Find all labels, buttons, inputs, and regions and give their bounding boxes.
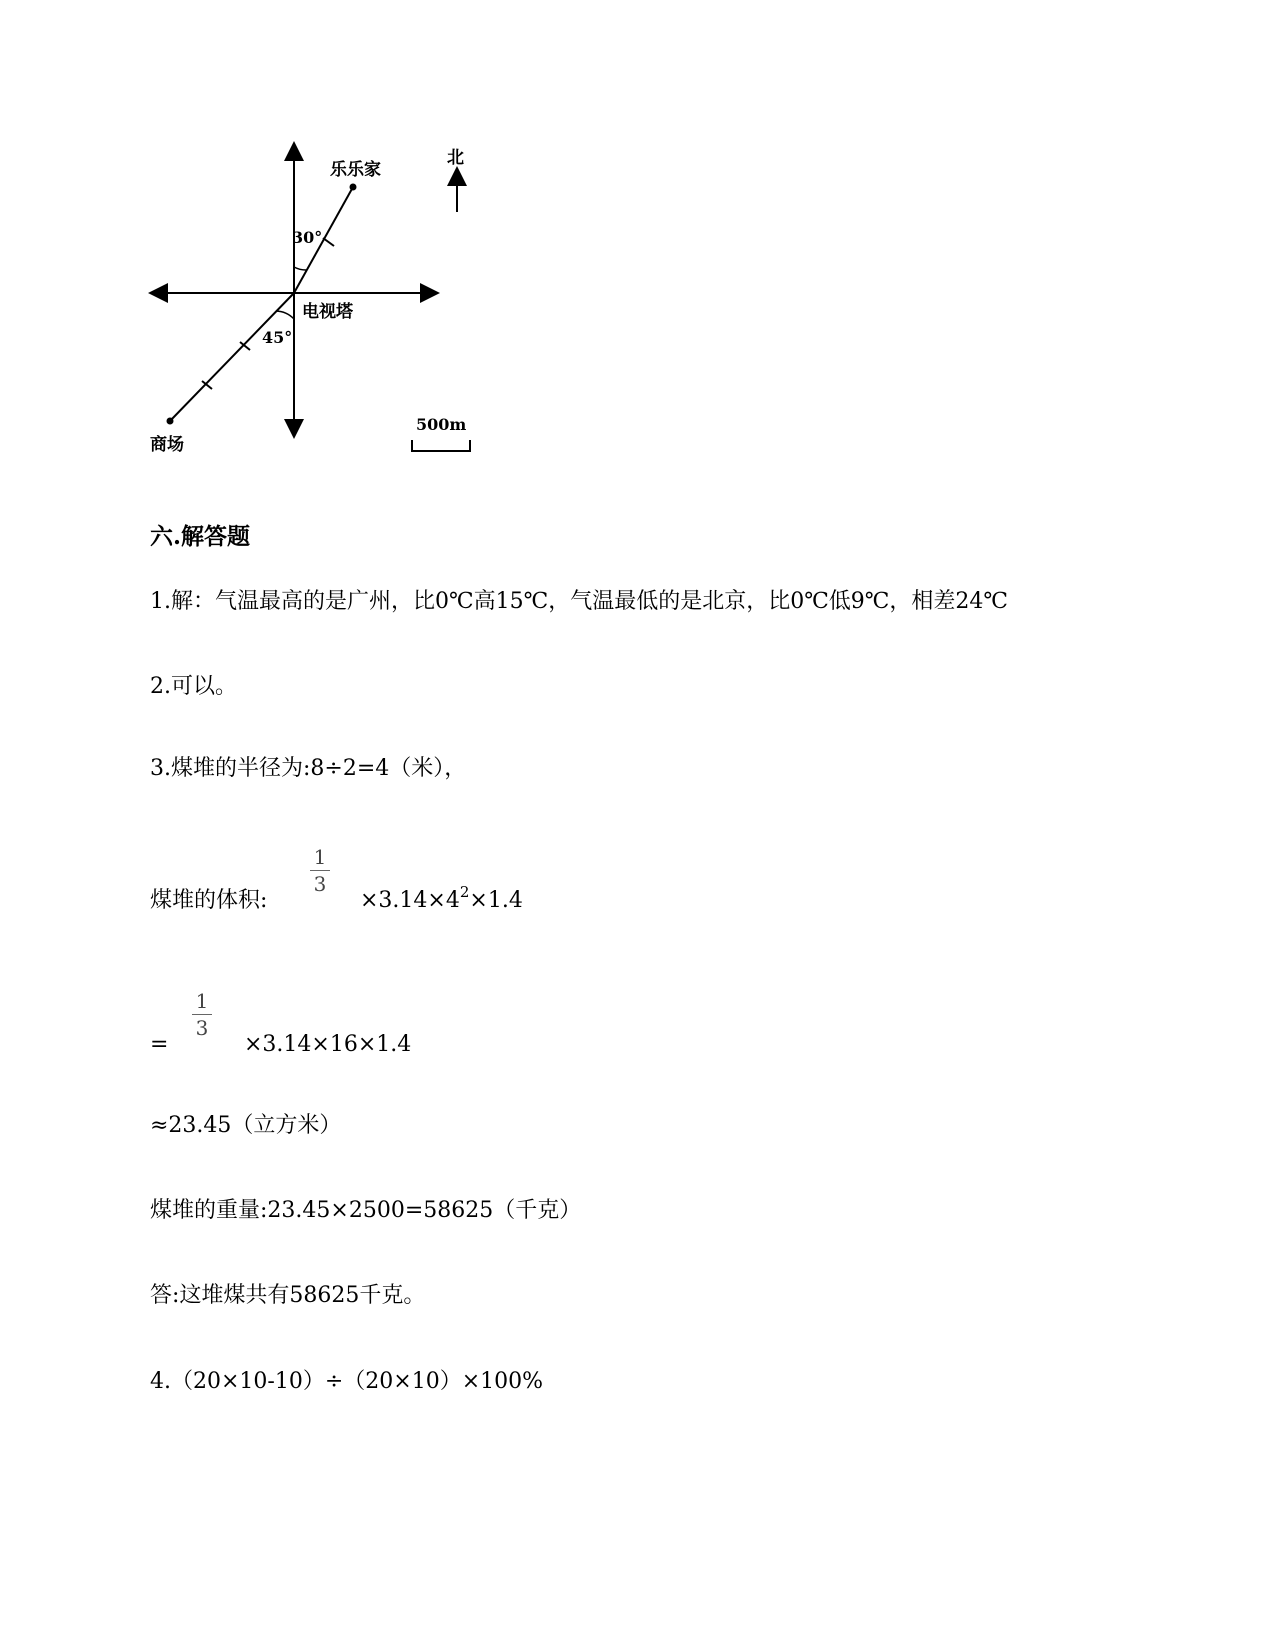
label-tv-tower: 电视塔 <box>302 302 353 322</box>
home-tick <box>323 238 334 246</box>
fraction-numerator-2: 1 <box>195 989 209 1013</box>
volume-exponent: 2 <box>459 883 470 901</box>
answer-1: 1.解：气温最高的是广州，比0℃高15℃，气温最低的是北京，比0℃低9℃，相差24℃ <box>150 589 1009 614</box>
volume-expr-a: ×3.14×4 <box>360 888 460 913</box>
label-scale: 500m <box>416 415 467 434</box>
direction-diagram-svg <box>140 130 500 490</box>
direction-diagram <box>140 130 500 490</box>
angle-arc-bottom <box>276 311 294 319</box>
fraction-bar <box>310 870 330 871</box>
fraction-denominator: 3 <box>313 872 327 896</box>
answer-3-volume-label: 煤堆的体积: <box>150 888 268 913</box>
fraction-bar-2 <box>192 1014 212 1015</box>
answer-3-equals-expression: ×3.14×16×1.4 <box>244 1032 412 1057</box>
section-heading: 六.解答题 <box>150 523 251 550</box>
answer-2: 2.可以。 <box>150 674 237 699</box>
answer-3-weight: 煤堆的重量:23.45×2500=58625（千克） <box>150 1198 582 1223</box>
label-angle-30: 30° <box>292 228 323 247</box>
label-north: 北 <box>447 148 464 168</box>
home-point <box>350 184 357 191</box>
volume-expr-b: ×1.4 <box>469 888 523 913</box>
fraction-one-third <box>308 846 332 895</box>
label-mall: 商场 <box>150 435 184 455</box>
angle-arc-top <box>294 267 307 270</box>
fraction-numerator: 1 <box>313 845 327 869</box>
line-to-mall <box>170 293 294 421</box>
answer-3-approx: ≈23.45（立方米） <box>150 1113 342 1138</box>
scale-bar <box>412 440 470 451</box>
answer-3-conclusion: 答:这堆煤共有58625千克。 <box>150 1283 426 1308</box>
answer-3-equals-sign: = <box>150 1032 169 1057</box>
mall-point <box>167 418 174 425</box>
label-lele-home: 乐乐家 <box>330 160 381 180</box>
answer-4: 4.（20×10-10）÷（20×10）×100% <box>150 1369 544 1394</box>
label-angle-45: 45° <box>262 328 293 347</box>
fraction-one-third-2 <box>190 990 214 1039</box>
answer-3-radius: 3.煤堆的半径为:8÷2=4（米）， <box>150 756 467 781</box>
answer-3-volume-expression <box>360 883 523 915</box>
fraction-denominator-2: 3 <box>195 1016 209 1040</box>
